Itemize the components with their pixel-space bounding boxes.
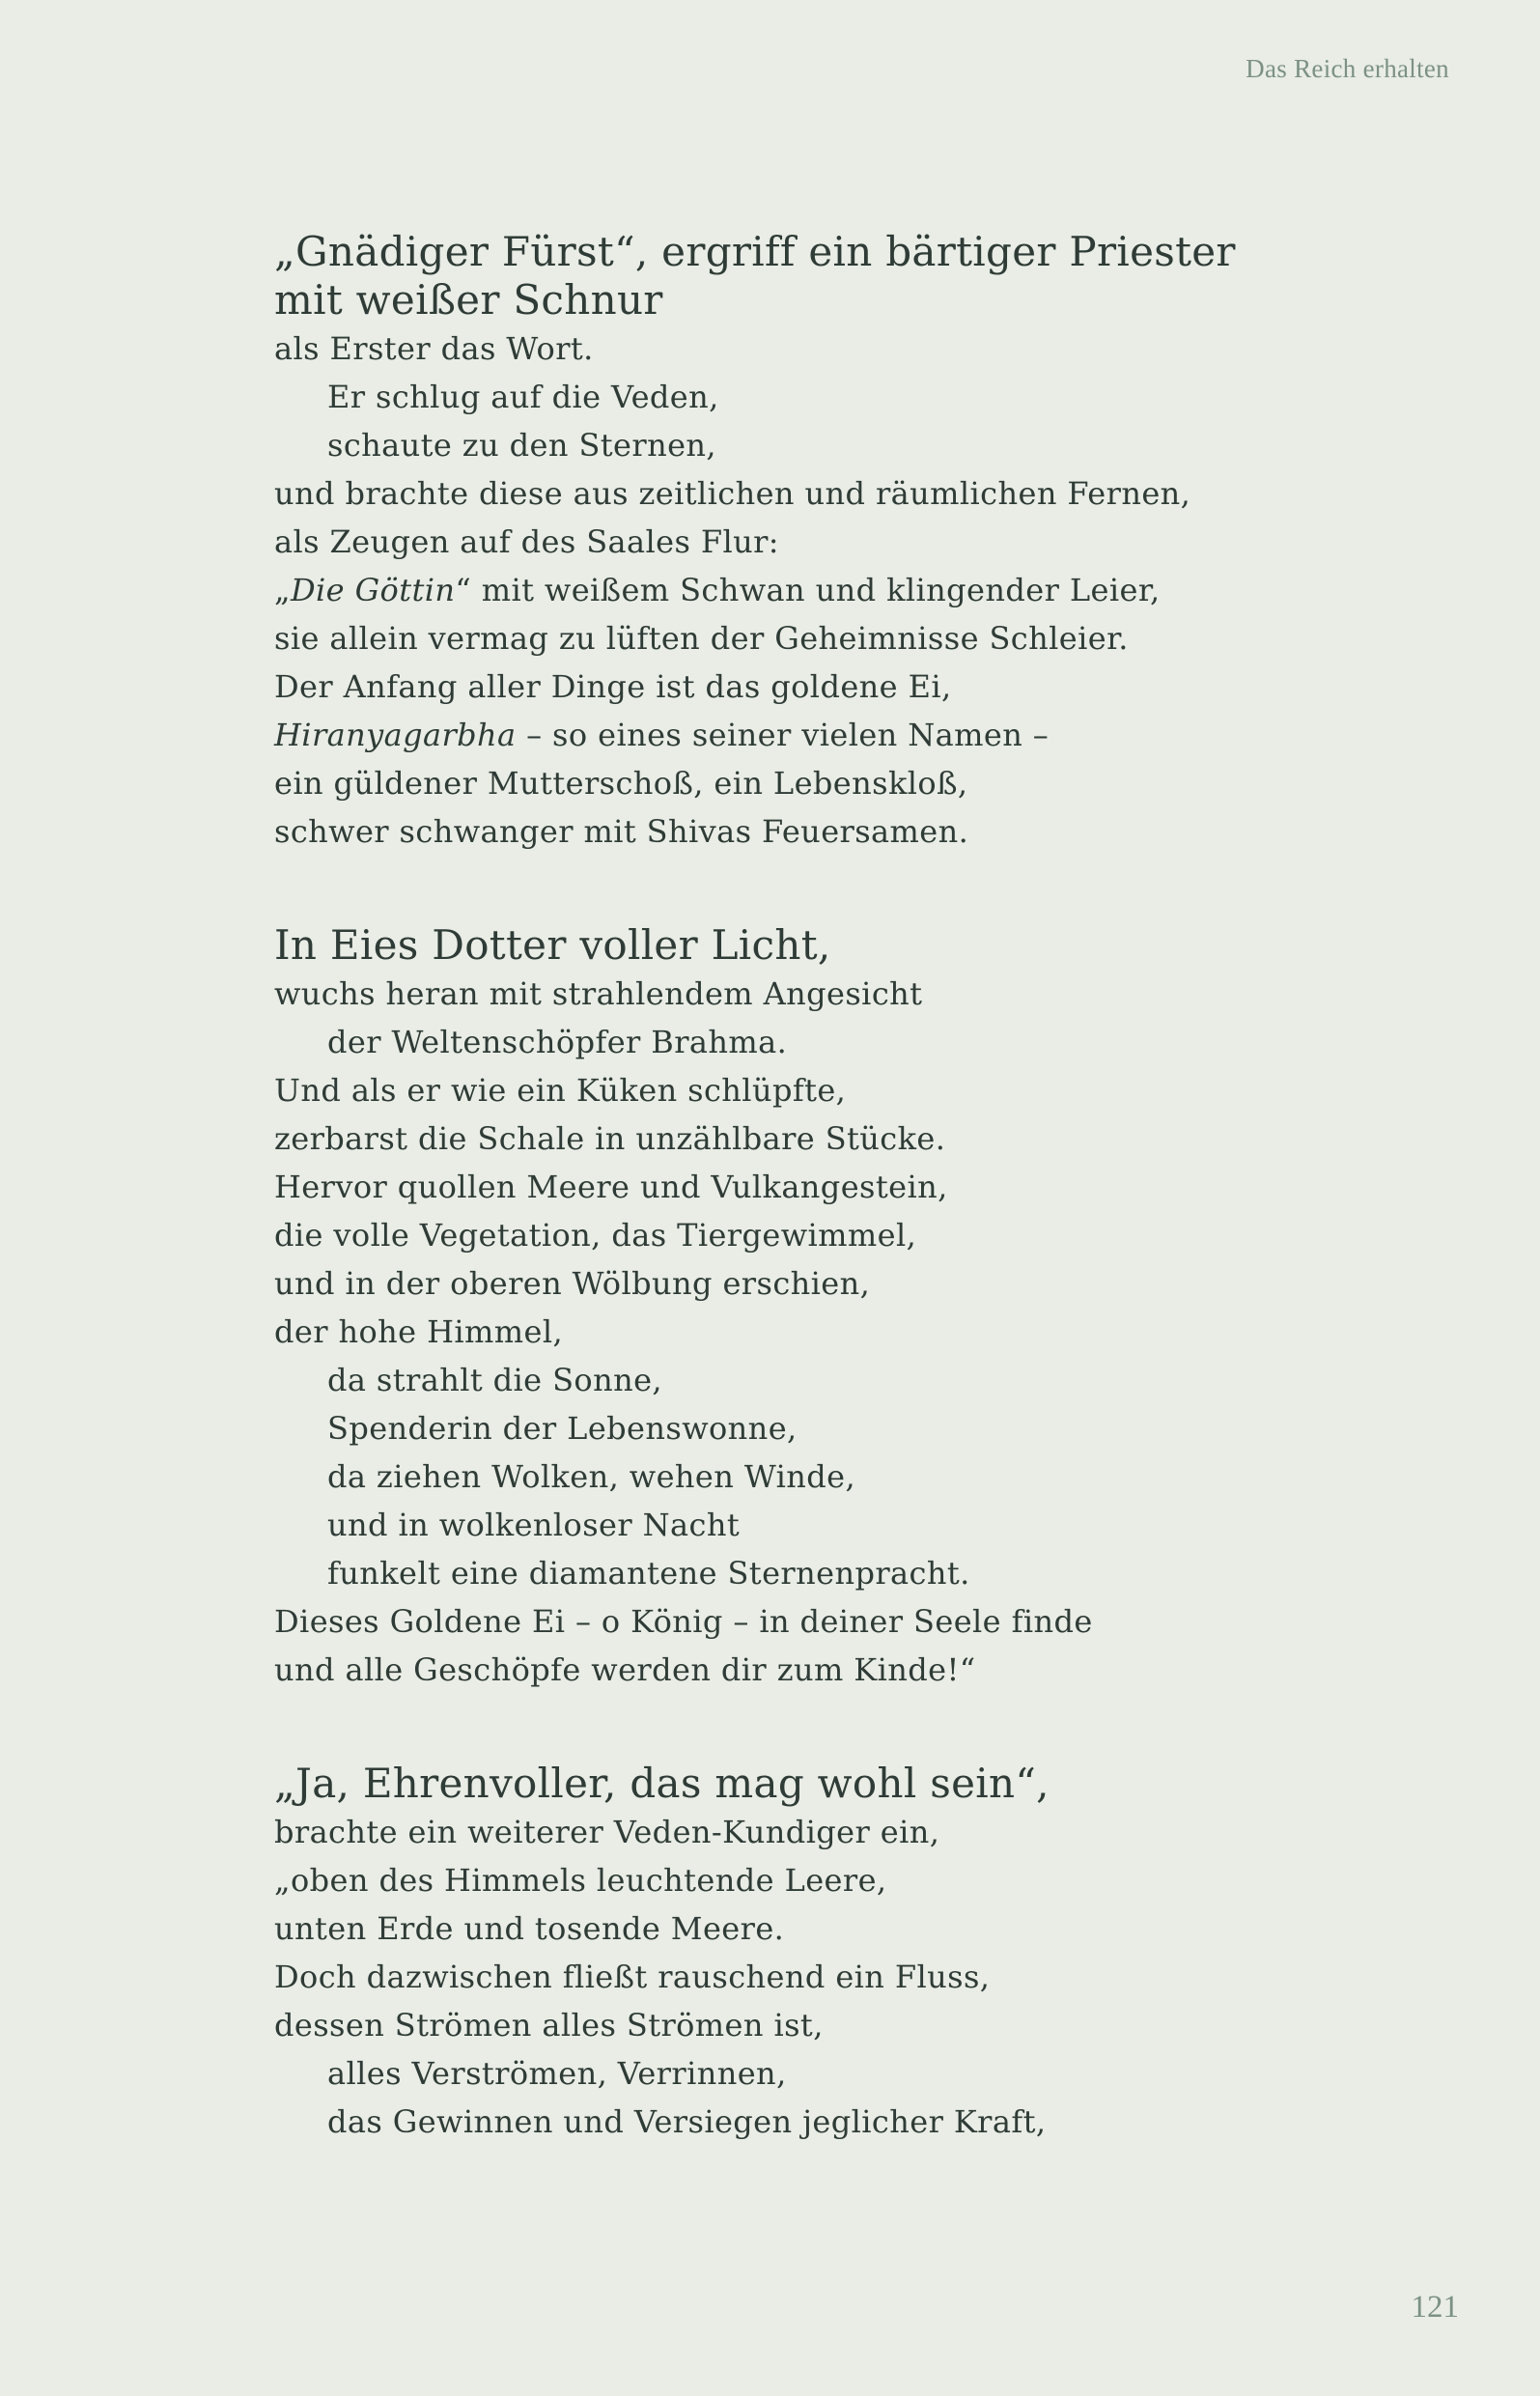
verse-line: dessen Strömen alles Strömen ist,: [274, 2007, 824, 2044]
page-number: 121: [1411, 2290, 1459, 2325]
verse-line-rest: – so eines seiner vielen Namen –: [516, 717, 1050, 753]
verse-line: als Erster das Wort.: [274, 330, 594, 367]
verse-line: wuchs heran mit strahlendem Angesicht: [274, 975, 923, 1012]
verse-line: unten Erde und tosende Meere.: [274, 1910, 785, 1947]
verse-line: ein güldener Mutterschoß, ein Lebensklоß,: [274, 765, 968, 802]
running-header: Das Reich erhalten: [1246, 54, 1449, 83]
italic-term: Hiranyagarbha: [274, 717, 517, 753]
verse-line: Der Anfang aller Dinge ist das goldene Ei,: [274, 668, 952, 705]
verse-line: „Ja, Ehrenvoller, das mag wohl sein“,: [274, 1760, 1050, 1807]
verse-line: das Gewinnen und Versiegen jeglicher Kraft,: [327, 2103, 1047, 2140]
verse-line: als Zeugen auf des Saales Flur:: [274, 523, 779, 560]
verse-line: mit weißer Schnur: [274, 276, 663, 324]
stanza-2: [274, 921, 1452, 1694]
verse-line: Doch dazwischen fließt rauschend ein Fluss,: [274, 1959, 991, 1995]
poem-text: [274, 228, 1452, 2146]
verse-line: Spenderin der Lebenswonne,: [327, 1410, 798, 1447]
stanza-1: [274, 228, 1452, 856]
verse-line: und alle Geschöpfe werden dir zum Kinde!“: [274, 1651, 976, 1688]
verse-line: Er schlug auf die Veden,: [327, 379, 719, 415]
verse-line: In Eies Dotter voller Licht,: [274, 921, 831, 969]
verse-line: da strahlt die Sonne,: [327, 1362, 663, 1398]
verse-line: und brachte diese aus zeitlichen und räumlichen Fernen,: [274, 475, 1191, 512]
verse-line-rest: “ mit weißem Schwan und klingender Leier,: [455, 572, 1161, 608]
stanza-gap: [274, 856, 1452, 921]
verse-line: der hohe Himmel,: [274, 1313, 564, 1350]
verse-line: [274, 566, 1452, 614]
verse-line: funkelt eine diamantene Sternenpracht.: [327, 1555, 970, 1592]
verse-line: Hervor quollen Meere und Vulkangestein,: [274, 1169, 948, 1205]
stanza-gap: [274, 1694, 1452, 1760]
verse-line: [274, 711, 1452, 759]
verse-line: und in der oberen Wölbung erschien,: [274, 1265, 871, 1302]
verse-line: der Weltenschöpfer Brahma.: [327, 1024, 788, 1060]
verse-line: brachte ein weiterer Veden-Kundiger ein,: [274, 1814, 940, 1850]
verse-line: schwer schwanger mit Shivas Feuersamen.: [274, 813, 969, 850]
verse-line: da ziehen Wolken, wehen Winde,: [327, 1458, 856, 1495]
verse-line: „Gnädiger Fürst“, ergriff ein bärtiger Priester: [274, 228, 1236, 275]
verse-line: und in wolkenloser Nacht: [327, 1507, 741, 1543]
italic-title: Die Göttin: [290, 572, 456, 608]
verse-line: Dieses Goldene Ei – o König – in deiner Seele finde: [274, 1603, 1093, 1640]
verse-line: zerbarst die Schale in unzählbare Stücke.: [274, 1120, 946, 1157]
stanza-3: [274, 1760, 1452, 2146]
verse-line: sie allein vermag zu lüften der Geheimnisse Schleier.: [274, 620, 1129, 657]
verse-line: schaute zu den Sternen,: [327, 427, 716, 464]
verse-line: „oben des Himmels leuchtende Leere,: [274, 1862, 887, 1899]
verse-line: die volle Vegetation, das Tiergewimmel,: [274, 1217, 917, 1254]
verse-line: alles Verströmen, Verrinnen,: [327, 2055, 787, 2092]
verse-line: Und als er wie ein Küken schlüpfte,: [274, 1072, 847, 1109]
quote-mark: „: [274, 572, 291, 608]
